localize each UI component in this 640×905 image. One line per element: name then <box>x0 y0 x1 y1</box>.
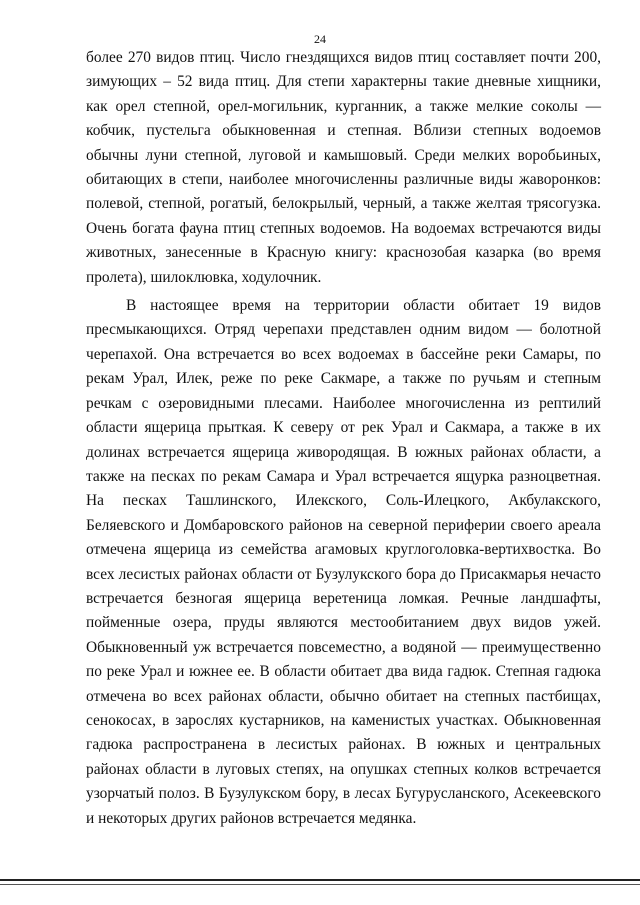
paragraph-birds: более 270 видов птиц. Число гнездящихся видов птиц составляет почти 200, зимующих – 52 вида птиц. Для степи характерны такие дневные хищники, как орел степной, орел-могильник, курганник, а также мелкие соколы — кобчик, пустельга обыкновенная и степная. Вблизи степных водоемов обычны луни степной, луговой и камышовый. Среди мелких воробьиных, обитающих в степи, наиболее многочисленны различные виды жаворонков: полевой, степной, рогатый, белокрылый, черный, а также желтая трясогузка. Очень богата фауна птиц степных водоемов. На водоемах встречаются виды животных, занесенные в Красную книгу: краснозобая казарка (во время пролета), шилоклювка, ходулочник. <box>86 49 601 286</box>
page-number: 24 <box>314 32 326 46</box>
footer-rule-thin <box>0 884 640 885</box>
document-body <box>86 46 601 831</box>
footer-rule <box>0 879 640 881</box>
paragraph-reptiles: В настоящее время на территории области обитает 19 видов пресмыкающихся. Отряд черепахи представлен одним видом — болотной черепахой. Она встречается во всех водоемах в бассейне реки Самары, по рекам Урал, Илек, реже по реке Сакмаре, а также по ручьям и степным речкам с озеровидными плесами. Наиболее многочисленна из рептилий области ящерица прыткая. К северу от рек Урал и Сакмара, а также в их долинах встречается ящерица живородящая. В южных районах области, а также на песках по рекам Самара и Урал встречается ящурка разноцветная. На песках Ташлинского, Илекского, Соль-Илецкого, Акбулакского, Беляевского и Домбаровского районов на северной периферии своего ареала отмечена ящерица из семейства агамовых круглоголовка-вертихвостка. Во всех лесистых районах области от Бузулукского бора до Присакмарья нечасто встречается безногая ящерица веретеница ломкая. Речные ландшафты, пойменные озера, пруды являются местообитанием двух видов ужей. Обыкновенный уж встречается повсеместно, а водяной — преимущественно по реке Урал и южнее ее. В области обитает два вида гадюк. Степная гадюка отмечена во всех районах области, обычно обитает на степных пастбищах, сенокосах, в зарослях кустарников, на каменистых участках. Обыкновенная гадюка распространена в лесистых районах. В южных и центральных районах области в луговых степях, на опушках степных колков встречается узорчатый полоз. В Бузулукском бору, в лесах Бугурусланского, Асекеевского и некоторых других районов встречается медянка. <box>86 297 601 827</box>
